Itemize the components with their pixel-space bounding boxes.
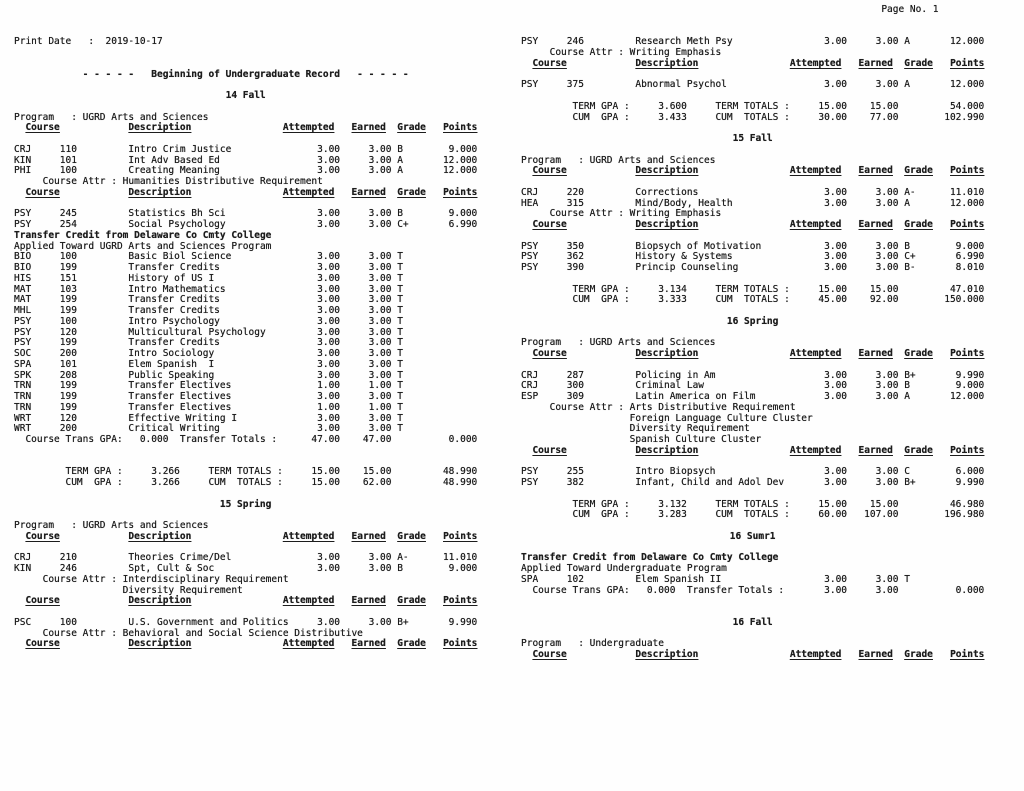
column-header-course: Course <box>532 219 567 230</box>
course-row: PSY 120 Multicultural Psychology 3.00 3.00 T <box>14 326 403 338</box>
column-header-attempted: Attempted <box>282 530 335 542</box>
course-row: PSY 245 Statistics Bh Sci 3.00 3.00 B 9.000 <box>14 208 478 220</box>
course-row: BIO 100 Basic Biol Science 3.00 3.00 T <box>14 251 403 263</box>
gpa-summary-row: CUM GPA : 3.266 CUM TOTALS : 15.00 62.00 48.990 <box>14 477 478 488</box>
course-row: CRJ 287 Policing in Am 3.00 3.00 B+ 9.990 <box>521 369 985 381</box>
column-header-course: Course <box>25 186 60 198</box>
course-row: MAT 199 Transfer Credits 3.00 3.00 T <box>14 294 403 306</box>
course-row: HEA 315 Mind/Body, Health 3.00 3.00 A 12.000 <box>521 197 985 209</box>
course-row: TRN 199 Transfer Electives 1.00 1.00 T <box>14 380 403 392</box>
course-attr-row: Course Attr : Behavioral and Social Science Distributive <box>14 627 363 639</box>
gpa-summary-row: CUM GPA : 3.433 CUM TOTALS : 30.00 77.00 102.990 <box>521 111 985 123</box>
column-header-attempted: Attempted <box>282 595 335 607</box>
left-column <box>14 5 477 650</box>
gpa-summary-row: TERM GPA : 3.600 TERM TOTALS : 15.00 15.00 54.000 <box>521 100 985 112</box>
column-header-points: Points <box>950 649 985 660</box>
column-header-description: Description <box>128 638 192 650</box>
column-header-points: Points <box>950 165 985 177</box>
column-header-description: Description <box>635 444 699 456</box>
blank-line <box>521 231 984 242</box>
course-row: PSC 100 U.S. Government and Politics 3.00 3.00 B+ 9.990 <box>14 616 478 628</box>
transfer-credit-heading: Transfer Credit from Delaware Co Cmty College <box>14 229 272 241</box>
column-header-description: Description <box>128 186 192 198</box>
column-header-course: Course <box>25 530 60 542</box>
column-header-points: Points <box>950 219 985 230</box>
column-header-points: Points <box>443 595 478 607</box>
blank-line <box>521 596 984 607</box>
column-header-earned: Earned <box>351 638 386 650</box>
column-header-course: Course <box>532 348 567 359</box>
blank-line <box>521 274 984 285</box>
course-row: MHL 199 Transfer Credits 3.00 3.00 T <box>14 305 403 316</box>
term-header: 16 Spring <box>726 315 779 327</box>
column-header-grade: Grade <box>904 444 933 456</box>
course-row: PSY 199 Transfer Credits 3.00 3.00 T <box>14 337 403 349</box>
column-header-earned: Earned <box>858 165 893 177</box>
program-row: Program : Undergraduate <box>521 638 664 650</box>
course-row: CRJ 300 Criminal Law 3.00 3.00 B 9.000 <box>521 380 985 392</box>
course-row: KIN 246 Spt, Cult & Soc 3.00 3.00 B 9.000 <box>14 563 478 574</box>
course-row: PSY 362 History & Systems 3.00 3.00 C+ 6.990 <box>521 251 985 263</box>
gpa-summary-row: CUM GPA : 3.283 CUM TOTALS : 60.00 107.00 196.980 <box>521 509 985 521</box>
column-header-attempted: Attempted <box>789 57 842 69</box>
gpa-summary-row: TERM GPA : 3.132 TERM TOTALS : 15.00 15.00 46.980 <box>521 498 985 510</box>
column-header-course: Course <box>25 638 60 650</box>
course-row: BIO 199 Transfer Credits 3.00 3.00 T <box>14 262 403 273</box>
column-header-description: Description <box>635 165 699 177</box>
table-header-row <box>14 596 477 607</box>
column-header-attempted: Attempted <box>282 122 335 134</box>
column-header-grade: Grade <box>904 57 933 69</box>
column-header-description: Description <box>635 57 699 69</box>
column-header-points: Points <box>443 638 478 650</box>
column-header-course: Course <box>532 444 567 456</box>
term-header: 16 Fall <box>732 616 773 628</box>
applied-toward-line: Applied Toward UGRD Arts and Sciences Program <box>14 240 272 252</box>
column-header-course: Course <box>25 122 60 134</box>
column-header-description: Description <box>635 219 699 230</box>
column-header-earned: Earned <box>351 530 386 542</box>
column-header-points: Points <box>443 530 478 542</box>
blank-line <box>14 48 477 59</box>
course-row: CRJ 110 Intro Crim Justice 3.00 3.00 B 9.000 <box>14 143 478 155</box>
course-attr-row: Course Attr : Writing Emphasis <box>521 208 722 220</box>
blank-line <box>14 5 477 16</box>
program-row: Program : UGRD Arts and Sciences <box>521 337 716 349</box>
course-row: TRN 199 Transfer Electives 3.00 3.00 T <box>14 391 403 402</box>
column-header-course: Course <box>532 165 567 177</box>
column-header-earned: Earned <box>858 219 893 230</box>
column-header-attempted: Attempted <box>789 649 842 660</box>
column-header-course: Course <box>25 595 60 607</box>
column-header-grade: Grade <box>397 122 426 134</box>
blank-line <box>14 102 477 113</box>
column-header-points: Points <box>443 186 478 198</box>
course-row: CRJ 220 Corrections 3.00 3.00 A- 11.010 <box>521 186 985 198</box>
column-header-grade: Grade <box>904 219 933 230</box>
course-row: SPA 101 Elem Spanish I 3.00 3.00 T <box>14 358 403 370</box>
table-header-row <box>14 639 477 650</box>
course-attr-row: Spanish Culture Cluster <box>521 434 762 445</box>
blank-line <box>521 145 984 156</box>
column-header-earned: Earned <box>858 649 893 660</box>
course-row: PSY 100 Intro Psychology 3.00 3.00 T <box>14 315 403 327</box>
column-header-points: Points <box>950 348 985 359</box>
course-attr-row: Course Attr : Interdisciplinary Requirement <box>14 573 289 585</box>
course-row: PSY 382 Infant, Child and Adol Dev 3.00 3.00 B+ 9.990 <box>521 477 985 488</box>
table-header-row <box>521 220 984 231</box>
table-header-row <box>14 123 477 134</box>
course-row: SPK 208 Public Speaking 3.00 3.00 T <box>14 369 403 381</box>
gpa-summary-row: CUM GPA : 3.333 CUM TOTALS : 45.00 92.00 150.000 <box>521 294 985 306</box>
blank-line <box>14 446 477 457</box>
transfer-totals-row: Course Trans GPA: 0.000 Transfer Totals : 3.00 3.00 0.000 <box>521 584 985 596</box>
column-header-earned: Earned <box>351 595 386 607</box>
column-header-course: Course <box>532 649 567 660</box>
page-number: Page No. 1 <box>521 4 939 15</box>
column-header-points: Points <box>950 444 985 456</box>
program-row: Program : UGRD Arts and Sciences <box>521 154 716 166</box>
course-row: HIS 151 History of US I 3.00 3.00 T <box>14 272 403 284</box>
course-row: WRT 120 Effective Writing I 3.00 3.00 T <box>14 412 403 424</box>
course-row: PHI 100 Creating Meaning 3.00 3.00 A 12.000 <box>14 165 478 177</box>
program-row: Program : UGRD Arts and Sciences <box>14 111 209 123</box>
blank-line <box>521 16 984 27</box>
column-header-description: Description <box>128 122 192 134</box>
column-header-description: Description <box>128 530 192 542</box>
course-row: PSY 375 Abnormal Psychol 3.00 3.00 A 12.000 <box>521 79 985 91</box>
column-header-grade: Grade <box>397 530 426 542</box>
print-date: Print Date : 2019-10-17 <box>14 36 163 48</box>
column-header-grade: Grade <box>397 638 426 650</box>
column-header-grade: Grade <box>397 186 426 198</box>
course-attr-row: Course Attr : Writing Emphasis <box>521 47 722 58</box>
course-row: ESP 309 Latin America on Film 3.00 3.00 A 12.000 <box>521 391 985 402</box>
course-row: CRJ 210 Theories Crime/Del 3.00 3.00 A- 11.010 <box>14 552 478 564</box>
blank-line <box>14 59 477 70</box>
course-attr-row: Foreign Language Culture Cluster <box>521 412 813 424</box>
transfer-totals-row: Course Trans GPA: 0.000 Transfer Totals : 47.00 47.00 0.000 <box>14 434 478 445</box>
blank-line <box>521 360 984 371</box>
course-row: KIN 101 Int Adv Based Ed 3.00 3.00 A 12.000 <box>14 154 478 166</box>
column-header-grade: Grade <box>904 348 933 359</box>
term-header: 15 Fall <box>732 133 773 144</box>
course-attr-row: Diversity Requirement <box>14 584 243 596</box>
table-header-row <box>521 349 984 360</box>
column-header-earned: Earned <box>351 186 386 198</box>
table-header-row <box>14 188 477 199</box>
column-header-grade: Grade <box>397 595 426 607</box>
course-row: PSY 390 Princip Counseling 3.00 3.00 B- 8.010 <box>521 262 985 273</box>
column-header-description: Description <box>635 649 699 660</box>
course-row: PSY 246 Research Meth Psy 3.00 3.00 A 12.000 <box>521 36 985 48</box>
gpa-summary-row: TERM GPA : 3.266 TERM TOTALS : 15.00 15.00 48.990 <box>14 466 478 478</box>
course-row: PSY 254 Social Psychology 3.00 3.00 C+ 6.990 <box>14 219 478 230</box>
program-row: Program : UGRD Arts and Sciences <box>14 520 209 531</box>
column-header-attempted: Attempted <box>789 219 842 230</box>
blank-line <box>521 489 984 500</box>
column-header-earned: Earned <box>351 122 386 134</box>
transfer-credit-heading: Transfer Credit from Delaware Co Cmty College <box>521 552 779 564</box>
blank-line <box>14 16 477 27</box>
gpa-summary-row: TERM GPA : 3.134 TERM TOTALS : 15.00 15.00 47.010 <box>521 283 985 295</box>
applied-toward-line: Applied Toward Undergraduate Program <box>521 563 727 574</box>
table-header-row <box>521 59 984 70</box>
term-header: 14 Fall <box>225 90 266 101</box>
term-header: 15 Spring <box>219 498 272 510</box>
record-begin-banner: - - - - - Beginning of Undergraduate Record - - - - - <box>82 68 409 80</box>
course-attr-row: Course Attr : Humanities Distributive Requirement <box>14 176 323 187</box>
course-row: PSY 350 Biopsych of Motivation 3.00 3.00 B 9.000 <box>521 240 985 252</box>
column-header-attempted: Attempted <box>282 638 335 650</box>
column-header-points: Points <box>443 122 478 134</box>
table-header-row <box>14 532 477 543</box>
course-row: WRT 200 Critical Writing 3.00 3.00 T <box>14 423 403 435</box>
column-header-earned: Earned <box>858 348 893 359</box>
course-row: MAT 103 Intro Mathematics 3.00 3.00 T <box>14 283 403 295</box>
course-row: PSY 255 Intro Biopsych 3.00 3.00 C 6.000 <box>521 466 985 478</box>
column-header-earned: Earned <box>858 444 893 456</box>
blank-line <box>14 489 477 500</box>
course-row: SPA 102 Elem Spanish II 3.00 3.00 T <box>521 573 910 585</box>
table-header-row <box>521 446 984 457</box>
column-header-grade: Grade <box>904 165 933 177</box>
course-attr-row: Diversity Requirement <box>521 423 750 435</box>
right-column <box>521 5 984 661</box>
column-header-points: Points <box>950 57 985 69</box>
column-header-course: Course <box>532 57 567 69</box>
table-header-row <box>521 166 984 177</box>
column-header-attempted: Attempted <box>789 348 842 359</box>
column-header-attempted: Attempted <box>282 186 335 198</box>
course-row: TRN 199 Transfer Electives 1.00 1.00 T <box>14 401 403 413</box>
table-header-row <box>521 650 984 661</box>
column-header-attempted: Attempted <box>789 165 842 177</box>
column-header-earned: Earned <box>858 57 893 69</box>
column-header-description: Description <box>128 595 192 607</box>
term-header: 16 Sumr1 <box>729 530 776 542</box>
column-header-grade: Grade <box>904 649 933 660</box>
course-row: SOC 200 Intro Sociology 3.00 3.00 T <box>14 348 403 359</box>
column-header-description: Description <box>635 348 699 359</box>
column-header-attempted: Attempted <box>789 444 842 456</box>
course-attr-row: Course Attr : Arts Distributive Requirement <box>521 401 796 413</box>
